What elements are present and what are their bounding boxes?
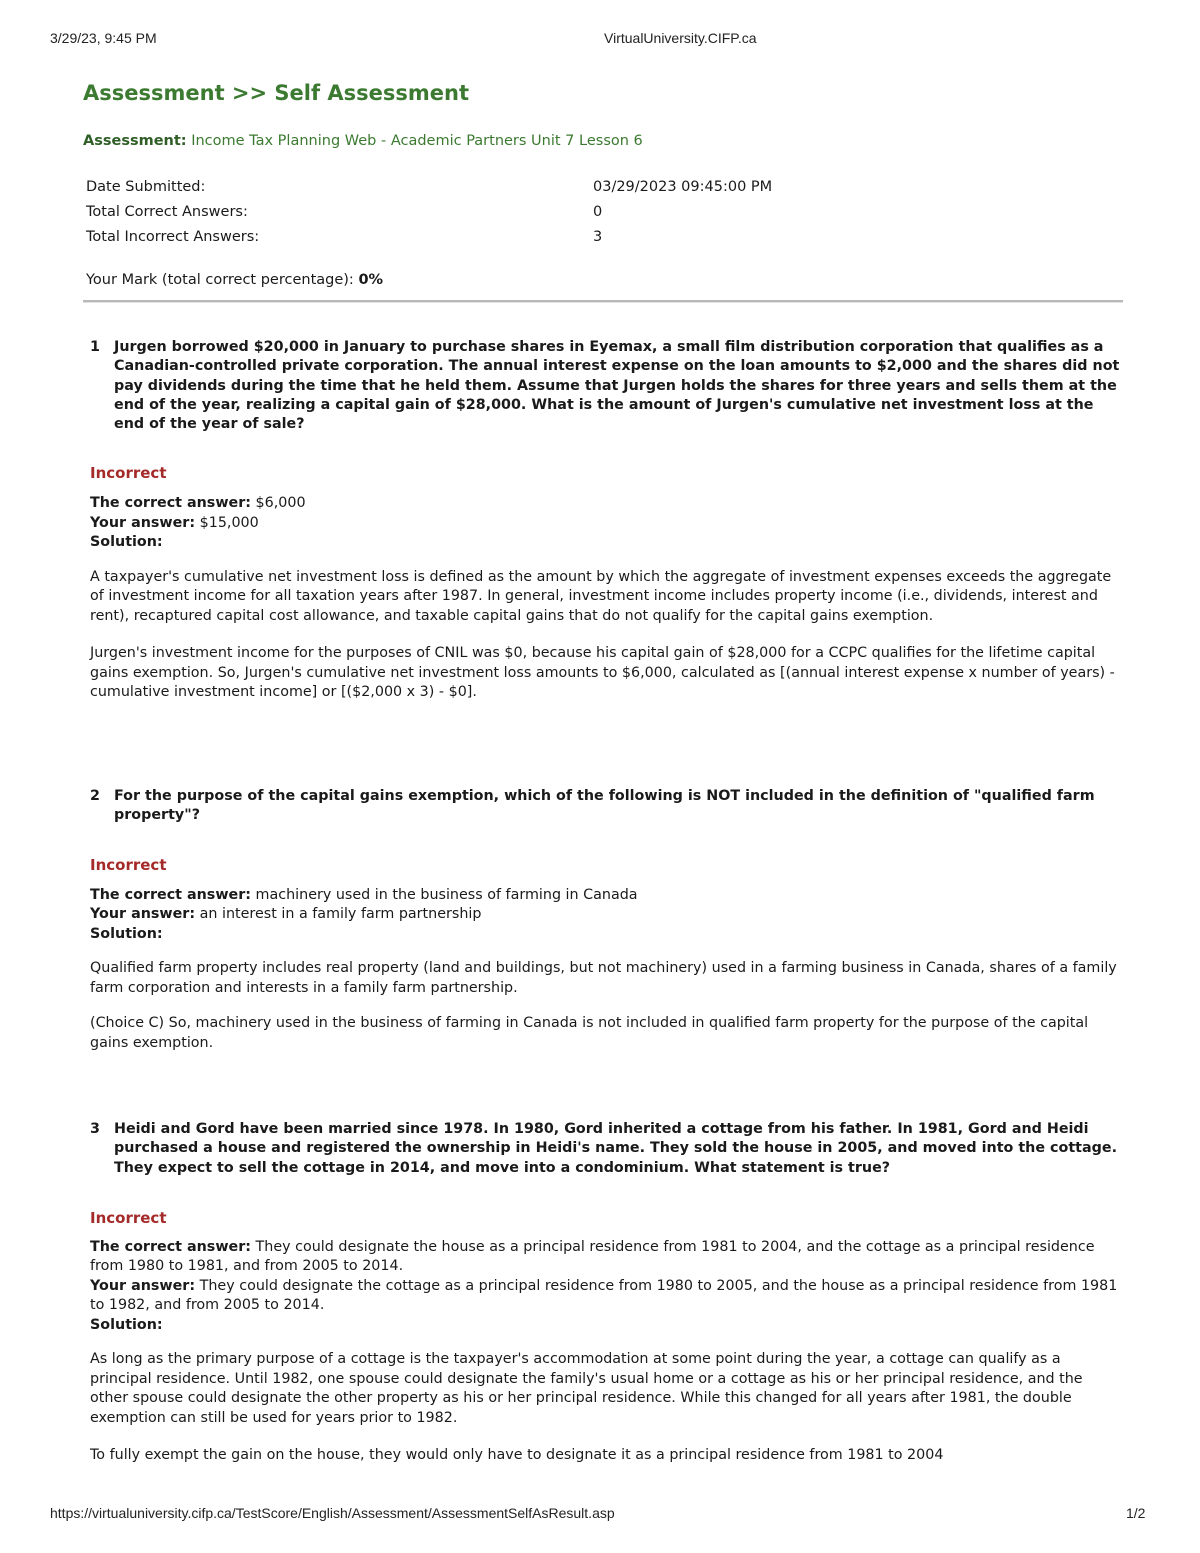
- total-correct-value: 0: [593, 204, 603, 220]
- your-answer-value: $15,000: [199, 514, 259, 531]
- result-status: Incorrect: [90, 464, 167, 483]
- correct-answer-label: The correct answer:: [90, 495, 251, 512]
- question-block-2: [90, 787, 1120, 1053]
- summary-row-incorrect: [83, 225, 1123, 250]
- your-answer-value: an interest in a family farm partnership: [199, 906, 482, 923]
- print-footer: [0, 1505, 1200, 1525]
- solution-paragraph: A taxpayer's cumulative net investment loss is defined as the amount by which the aggregate of investment expenses exceeds the aggregate of investment income for all taxation years after 1987. In general, investment income includes property income (i.e., dividends, interest and rent), recaptured capital cost allowance, and taxable capital gains that do not qualify for the capital gains exemption.: [90, 568, 1112, 624]
- solution-paragraph: To fully exempt the gain on the house, they would only have to designate it as a principal residence from 1981 to 2004: [90, 1447, 944, 1464]
- solution-paragraph: Qualified farm property includes real property (land and buildings, but not machinery) used in a farming business in Canada, shares of a family farm corporation and interests in a family farm partnership.: [90, 960, 1117, 996]
- print-datetime: 3/29/23, 9:45 PM: [50, 30, 157, 46]
- correct-answer-line: [90, 1238, 1120, 1277]
- your-mark-value: 0%: [358, 272, 384, 288]
- question-number: 1: [90, 339, 100, 355]
- question-text: Heidi and Gord have been married since 1978. In 1980, Gord inherited a cottage from his father. In 1981, Gord and Heidi purchased a house and registered the ownership in Heidi's name. They sold the house in 2005, and moved into the cottage. They expect to sell the cottage in 2014, and move into a condominium. What statement is true?: [114, 1121, 1118, 1176]
- question-text: Jurgen borrowed $20,000 in January to purchase shares in Eyemax, a small film distribution corporation that qualifies as a Canadian-controlled private corporation. The annual interest expense on the loan amounts to $2,000 and the shares did not pay dividends during the time that he held them. Assume that Jurgen holds the shares for three years and sells them at the end of the year, realizing a capital gain of $28,000. What is the amount of Jurgen's cumulative net investment loss at the end of the year of sale?: [114, 339, 1120, 433]
- total-incorrect-value: 3: [593, 229, 603, 245]
- correct-answer-label: The correct answer:: [90, 1238, 251, 1255]
- assessment-name-line: [83, 133, 1123, 149]
- solution-heading: [90, 925, 1120, 945]
- date-submitted-label: Date Submitted:: [86, 179, 206, 195]
- your-mark-label: Your Mark (total correct percentage):: [86, 272, 354, 288]
- solution-heading: [90, 1316, 1120, 1336]
- solution-body: [90, 959, 1120, 1053]
- your-answer-line: [90, 1277, 1120, 1316]
- question-header: [90, 1120, 1120, 1178]
- print-page-number: 1/2: [1126, 1505, 1146, 1521]
- question-block-1: [90, 338, 1120, 703]
- date-submitted-value: 03/29/2023 09:45:00 PM: [593, 179, 773, 195]
- result-status: Incorrect: [90, 1208, 167, 1227]
- question-block-3: [90, 1120, 1120, 1466]
- solution-body: [90, 1350, 1120, 1466]
- total-correct-label: Total Correct Answers:: [86, 204, 248, 220]
- solution-paragraph: (Choice C) So, machinery used in the business of farming in Canada is not included in qualified farm property for the purpose of the capital gains exemption.: [90, 1015, 1089, 1051]
- results-summary: [83, 175, 1123, 250]
- print-site-name: VirtualUniversity.CIFP.ca: [604, 30, 757, 46]
- divider: [83, 300, 1123, 303]
- print-header: [0, 30, 1200, 50]
- summary-row-correct: [83, 200, 1123, 225]
- question-header: [90, 787, 1120, 826]
- correct-answer-value: machinery used in the business of farming in Canada: [255, 886, 638, 903]
- solution-body: [90, 568, 1120, 703]
- solution-label: Solution:: [90, 925, 163, 942]
- solution-paragraph: Jurgen's investment income for the purposes of CNIL was $0, because his capital gain of $28,000 for a CCPC qualifies for the lifetime capital gains exemption. So, Jurgen's cumulative net investment loss amounts to $6,000, calculated as [(annual interest expense x number of years) - cumulative investment income] or [($2,000 x 3) - $0].: [90, 645, 1115, 701]
- question-header: [90, 338, 1120, 434]
- correct-answer-label: The correct answer:: [90, 886, 251, 903]
- solution-label: Solution:: [90, 1316, 163, 1333]
- solution-label: Solution:: [90, 534, 163, 551]
- your-answer-line: [90, 905, 1120, 925]
- your-answer-label: Your answer:: [90, 906, 196, 923]
- your-mark: [83, 272, 1123, 288]
- question-text: For the purpose of the capital gains exemption, which of the following is NOT included in the definition of "qualified farm property"?: [114, 788, 1095, 824]
- assessment-name: Income Tax Planning Web - Academic Partners Unit 7 Lesson 6: [191, 133, 643, 149]
- your-answer-label: Your answer:: [90, 1277, 196, 1294]
- total-incorrect-label: Total Incorrect Answers:: [86, 229, 260, 245]
- question-number: 3: [90, 1121, 100, 1137]
- print-page-url: https://virtualuniversity.cifp.ca/TestScore/English/Assessment/AssessmentSelfAsResult.asp: [50, 1505, 615, 1521]
- solution-paragraph: As long as the primary purpose of a cottage is the taxpayer's accommodation at some point during the year, a cottage can qualify as a principal residence. Until 1982, one spouse could designate the family's usual home or a cottage as his or her principal residence, and the other spouse could designate the other property as his or her principal residence. While this changed for all years after 1981, the double exemption can still be used for years prior to 1982.: [90, 1351, 1083, 1426]
- your-answer-line: [90, 514, 1120, 534]
- your-answer-value: They could designate the cottage as a principal residence from 1980 to 2005, and the house as a principal residence from 1981 to 1982, and from 2005 to 2014.: [90, 1277, 1118, 1314]
- correct-answer-line: [90, 494, 1120, 514]
- question-number: 2: [90, 788, 100, 804]
- page-title: Assessment >> Self Assessment: [83, 81, 470, 105]
- assessment-label: Assessment:: [83, 133, 187, 149]
- summary-row-date: [83, 175, 1123, 200]
- correct-answer-line: [90, 886, 1120, 906]
- solution-heading: [90, 533, 1120, 553]
- correct-answer-value: They could designate the house as a principal residence from 1981 to 2004, and the cottage as a principal residence from 1980 to 1981, and from 2005 to 2014.: [90, 1238, 1095, 1275]
- your-answer-label: Your answer:: [90, 514, 196, 531]
- correct-answer-value: $6,000: [255, 495, 306, 512]
- assessment-result-panel: [83, 78, 1123, 303]
- result-status: Incorrect: [90, 855, 167, 874]
